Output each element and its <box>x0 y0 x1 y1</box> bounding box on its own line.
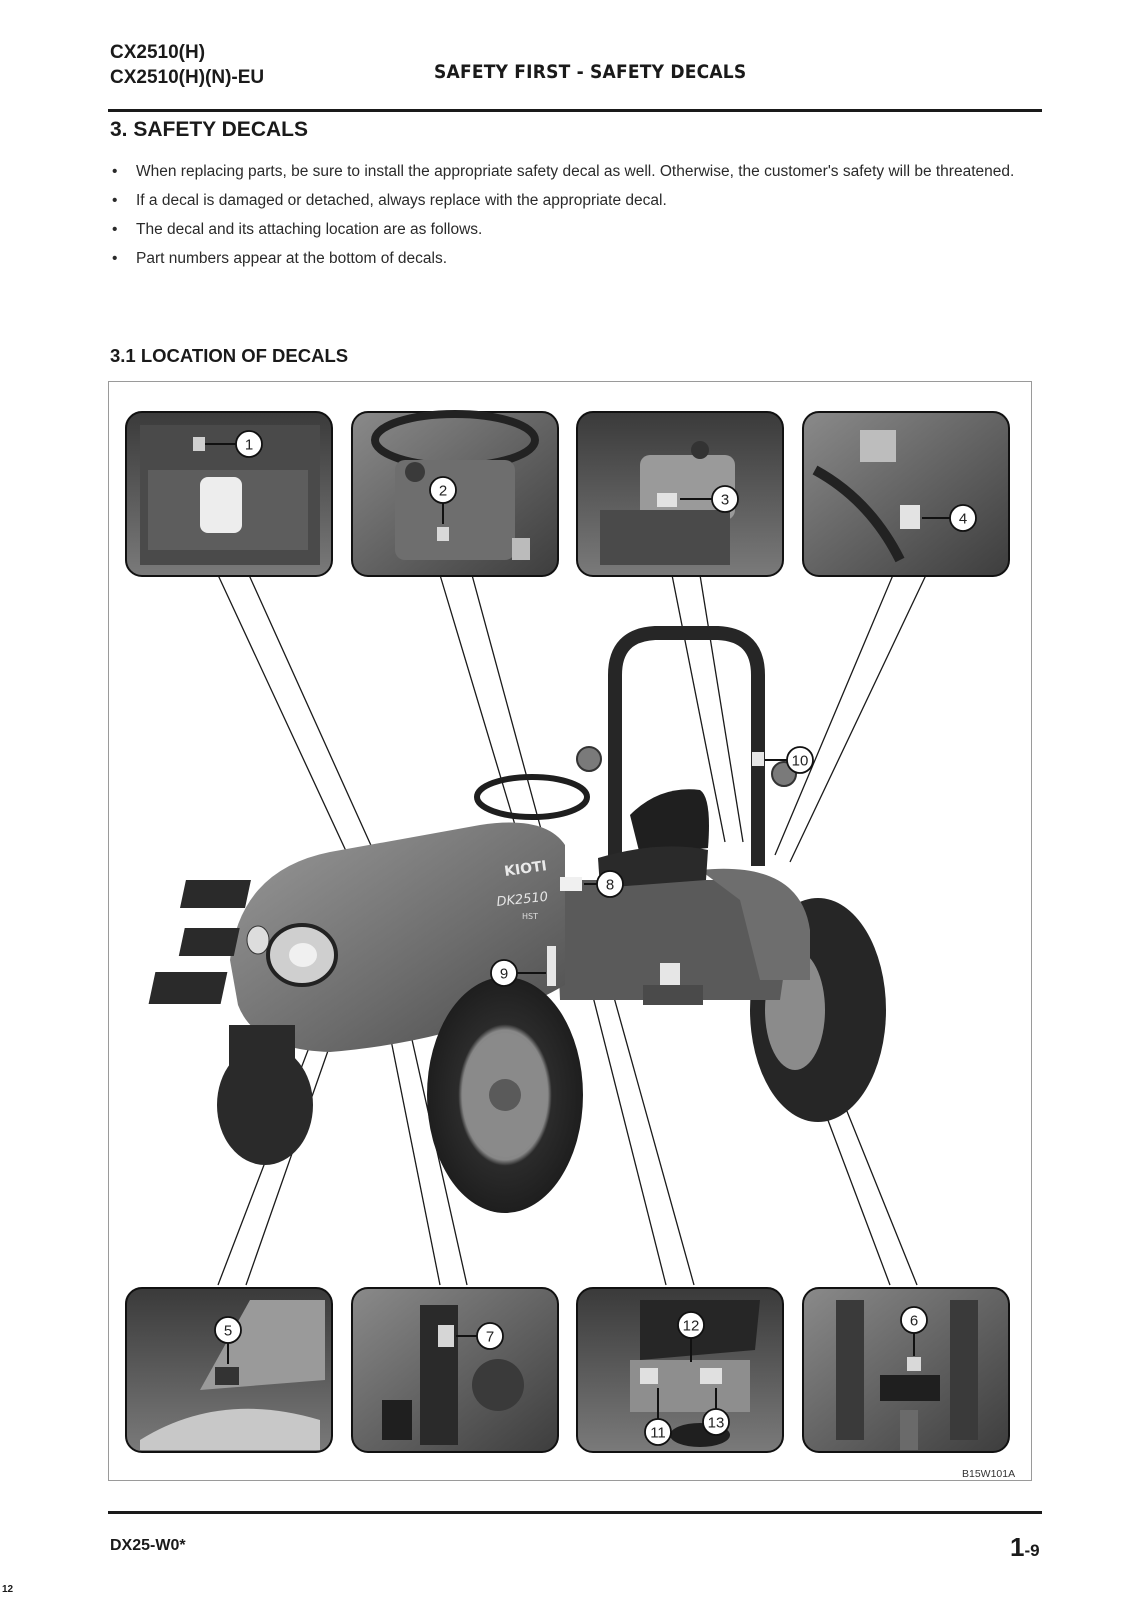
list-item: • Part numbers appear at the bottom of decals. <box>112 250 448 267</box>
svg-text:2: 2 <box>438 482 448 500</box>
svg-text:6: 6 <box>909 1312 919 1330</box>
svg-text:3: 3 <box>720 491 730 509</box>
figure-id: B15W101A <box>962 1468 1016 1480</box>
inset-decal-7 <box>352 1288 558 1452</box>
callout-13 <box>703 1409 729 1435</box>
callout-11 <box>645 1419 671 1445</box>
inset-decal-11-12-13 <box>577 1288 783 1452</box>
model-line-1: CX2510(H) <box>110 42 206 63</box>
callout-5 <box>215 1317 241 1343</box>
callout-6 <box>901 1307 927 1333</box>
svg-text:11: 11 <box>650 1424 666 1442</box>
chapter-number: 1 <box>1010 1532 1025 1562</box>
svg-text:12: 12 <box>682 1317 700 1335</box>
callout-12 <box>678 1312 704 1338</box>
callout-8 <box>597 871 623 897</box>
page-number <box>1010 1532 1040 1563</box>
tractor-illustration <box>149 633 886 1213</box>
list-item: • When replacing parts, be sure to install the appropriate safety decal as well. Otherwise, the customer's safety will be threatened. <box>112 163 1015 180</box>
callout-7 <box>477 1323 503 1349</box>
inset-decal-1 <box>126 412 332 576</box>
svg-text:4: 4 <box>958 510 968 528</box>
instruction-list <box>108 160 1034 276</box>
section-title: SAFETY FIRST - SAFETY DECALS <box>434 61 747 83</box>
svg-text:9: 9 <box>499 965 509 983</box>
main-heading: 3. SAFETY DECALS <box>110 118 308 141</box>
decal-location-figure <box>108 381 1032 1481</box>
tractor-model-label: DK2510 <box>495 889 549 910</box>
tractor-badge-label: HST <box>522 912 538 921</box>
subheading-location-of-decals: 3.1 LOCATION OF DECALS <box>110 345 349 366</box>
list-item: • The decal and its attaching location are as follows. <box>112 221 483 238</box>
callout-10 <box>787 747 813 773</box>
svg-text:7: 7 <box>485 1328 495 1346</box>
list-item: • If a decal is damaged or detached, always replace with the appropriate decal. <box>112 192 667 209</box>
inset-decal-4 <box>803 412 1009 576</box>
callout-1 <box>236 431 262 457</box>
callout-9 <box>491 960 517 986</box>
svg-text:13: 13 <box>707 1414 725 1432</box>
svg-text:1: 1 <box>244 436 254 454</box>
document-code: DX25-W0* <box>110 1537 186 1554</box>
header-divider <box>108 109 1042 112</box>
inset-decal-3 <box>577 412 783 576</box>
tractor-brand-label: KIOTI <box>503 858 548 880</box>
svg-text:10: 10 <box>791 752 809 770</box>
svg-text:8: 8 <box>605 876 615 894</box>
model-line-2: CX2510(H)(N)-EU <box>110 67 265 88</box>
svg-text:5: 5 <box>223 1322 233 1340</box>
page-sequence: -9 <box>1024 1541 1040 1560</box>
document-model-header <box>110 40 264 90</box>
inset-decal-5 <box>126 1288 332 1452</box>
footer-divider <box>108 1511 1042 1514</box>
callout-4 <box>950 505 976 531</box>
corner-mark: 12 <box>2 1584 14 1595</box>
callout-3 <box>712 486 738 512</box>
callout-2 <box>430 477 456 503</box>
